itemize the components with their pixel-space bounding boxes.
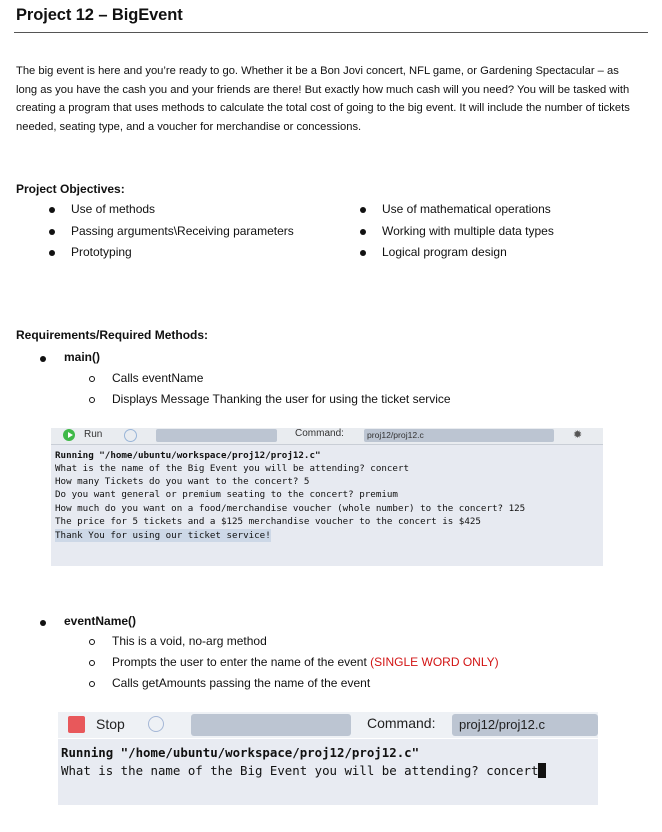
page-title: Project 12 – BigEvent: [16, 6, 183, 24]
gear-icon[interactable]: ✹: [573, 429, 583, 441]
bullet-icon: [360, 207, 366, 213]
bullet-icon: [360, 229, 366, 235]
spinner-icon: [124, 429, 137, 442]
circle-bullet-icon: [89, 397, 95, 403]
list-item: Calls eventName: [89, 371, 203, 385]
terminal-line: How many Tickets do you want to the concert? 5: [55, 476, 310, 487]
list-item: Displays Message Thanking the user for using the ticket service: [89, 392, 451, 406]
list-item: Use of mathematical operations: [357, 199, 554, 221]
text-cursor: [538, 763, 546, 778]
list-item: Prototyping: [46, 242, 294, 264]
bullet-icon: [360, 250, 366, 256]
terminal-line: What is the name of the Big Event you will be attending? concert: [55, 463, 410, 474]
objectives-right-list: [357, 199, 554, 264]
terminal-line: How much do you want on a food/merchandise voucher (whole number) to the concert? 125: [55, 503, 526, 514]
command-label: Command:: [367, 715, 436, 731]
terminal-line[interactable]: What is the name of the Big Event you will be attending? concert: [61, 762, 546, 780]
terminal-toolbar: [51, 428, 603, 445]
command-label: Command:: [295, 428, 344, 439]
spinner-icon: [148, 716, 164, 732]
objectives-heading: Project Objectives:: [16, 182, 125, 196]
terminal-line: Thank You for using our ticket service!: [55, 530, 271, 541]
circle-bullet-icon: [89, 376, 95, 382]
terminal-line: The price for 5 tickets and a $125 merchandise voucher to the concert is $425: [55, 516, 481, 527]
runner-field[interactable]: [191, 714, 351, 736]
stop-button-label[interactable]: Stop: [96, 716, 125, 732]
terminal-output: [51, 445, 603, 566]
method-eventname: eventName(): [40, 614, 136, 628]
list-item: Calls getAmounts passing the name of the event: [89, 676, 370, 690]
bullet-icon: [49, 250, 55, 256]
command-input[interactable]: proj12/proj12.c: [364, 429, 554, 442]
bullet-icon: [49, 207, 55, 213]
stop-icon[interactable]: [68, 716, 85, 733]
terminal-toolbar: [58, 712, 598, 738]
circle-bullet-icon: [89, 639, 95, 645]
run-button-label[interactable]: Run: [84, 429, 103, 440]
bullet-icon: [49, 229, 55, 235]
list-item: Prompts the user to enter the name of the event (SINGLE WORD ONLY): [89, 655, 499, 669]
list-item: Logical program design: [357, 242, 554, 264]
terminal-output: [58, 739, 598, 805]
terminal-screenshot-main: [51, 428, 603, 566]
bullet-icon: [40, 620, 46, 626]
terminal-line: Do you want general or premium seating to the concert? premium: [55, 489, 398, 500]
circle-bullet-icon: [89, 681, 95, 687]
objectives-left-list: [46, 199, 294, 264]
list-item: Use of methods: [46, 199, 294, 221]
intro-paragraph: The big event is here and you’re ready to go. Whether it be a Bon Jovi concert, NFL game, or Gardening Spectacular – as long as you have the cash you and your friends are there! But exactly how much cash will you need? You will be tasked with creating a program that uses methods to calculate the total cost of going to the big event. It will include the number of tickets needed, seating type, and a voucher for merchandise or concessions.: [16, 65, 630, 133]
list-item: Passing arguments\Receiving parameters: [46, 221, 294, 243]
list-item: Working with multiple data types: [357, 221, 554, 243]
bullet-icon: [40, 356, 46, 362]
command-input[interactable]: proj12/proj12.c: [452, 714, 598, 736]
terminal-line: Running "/home/ubuntu/workspace/proj12/proj12.c": [55, 450, 321, 461]
requirements-heading: Requirements/Required Methods:: [16, 328, 209, 342]
run-icon[interactable]: [63, 429, 75, 441]
terminal-line: Running "/home/ubuntu/workspace/proj12/proj12.c": [61, 745, 420, 760]
terminal-screenshot-eventname: [58, 712, 598, 805]
method-main: main(): [40, 350, 100, 364]
circle-bullet-icon: [89, 660, 95, 666]
title-divider: [14, 32, 648, 33]
runner-field[interactable]: [156, 429, 277, 442]
single-word-note: (SINGLE WORD ONLY): [370, 655, 499, 669]
list-item: This is a void, no-arg method: [89, 634, 267, 648]
